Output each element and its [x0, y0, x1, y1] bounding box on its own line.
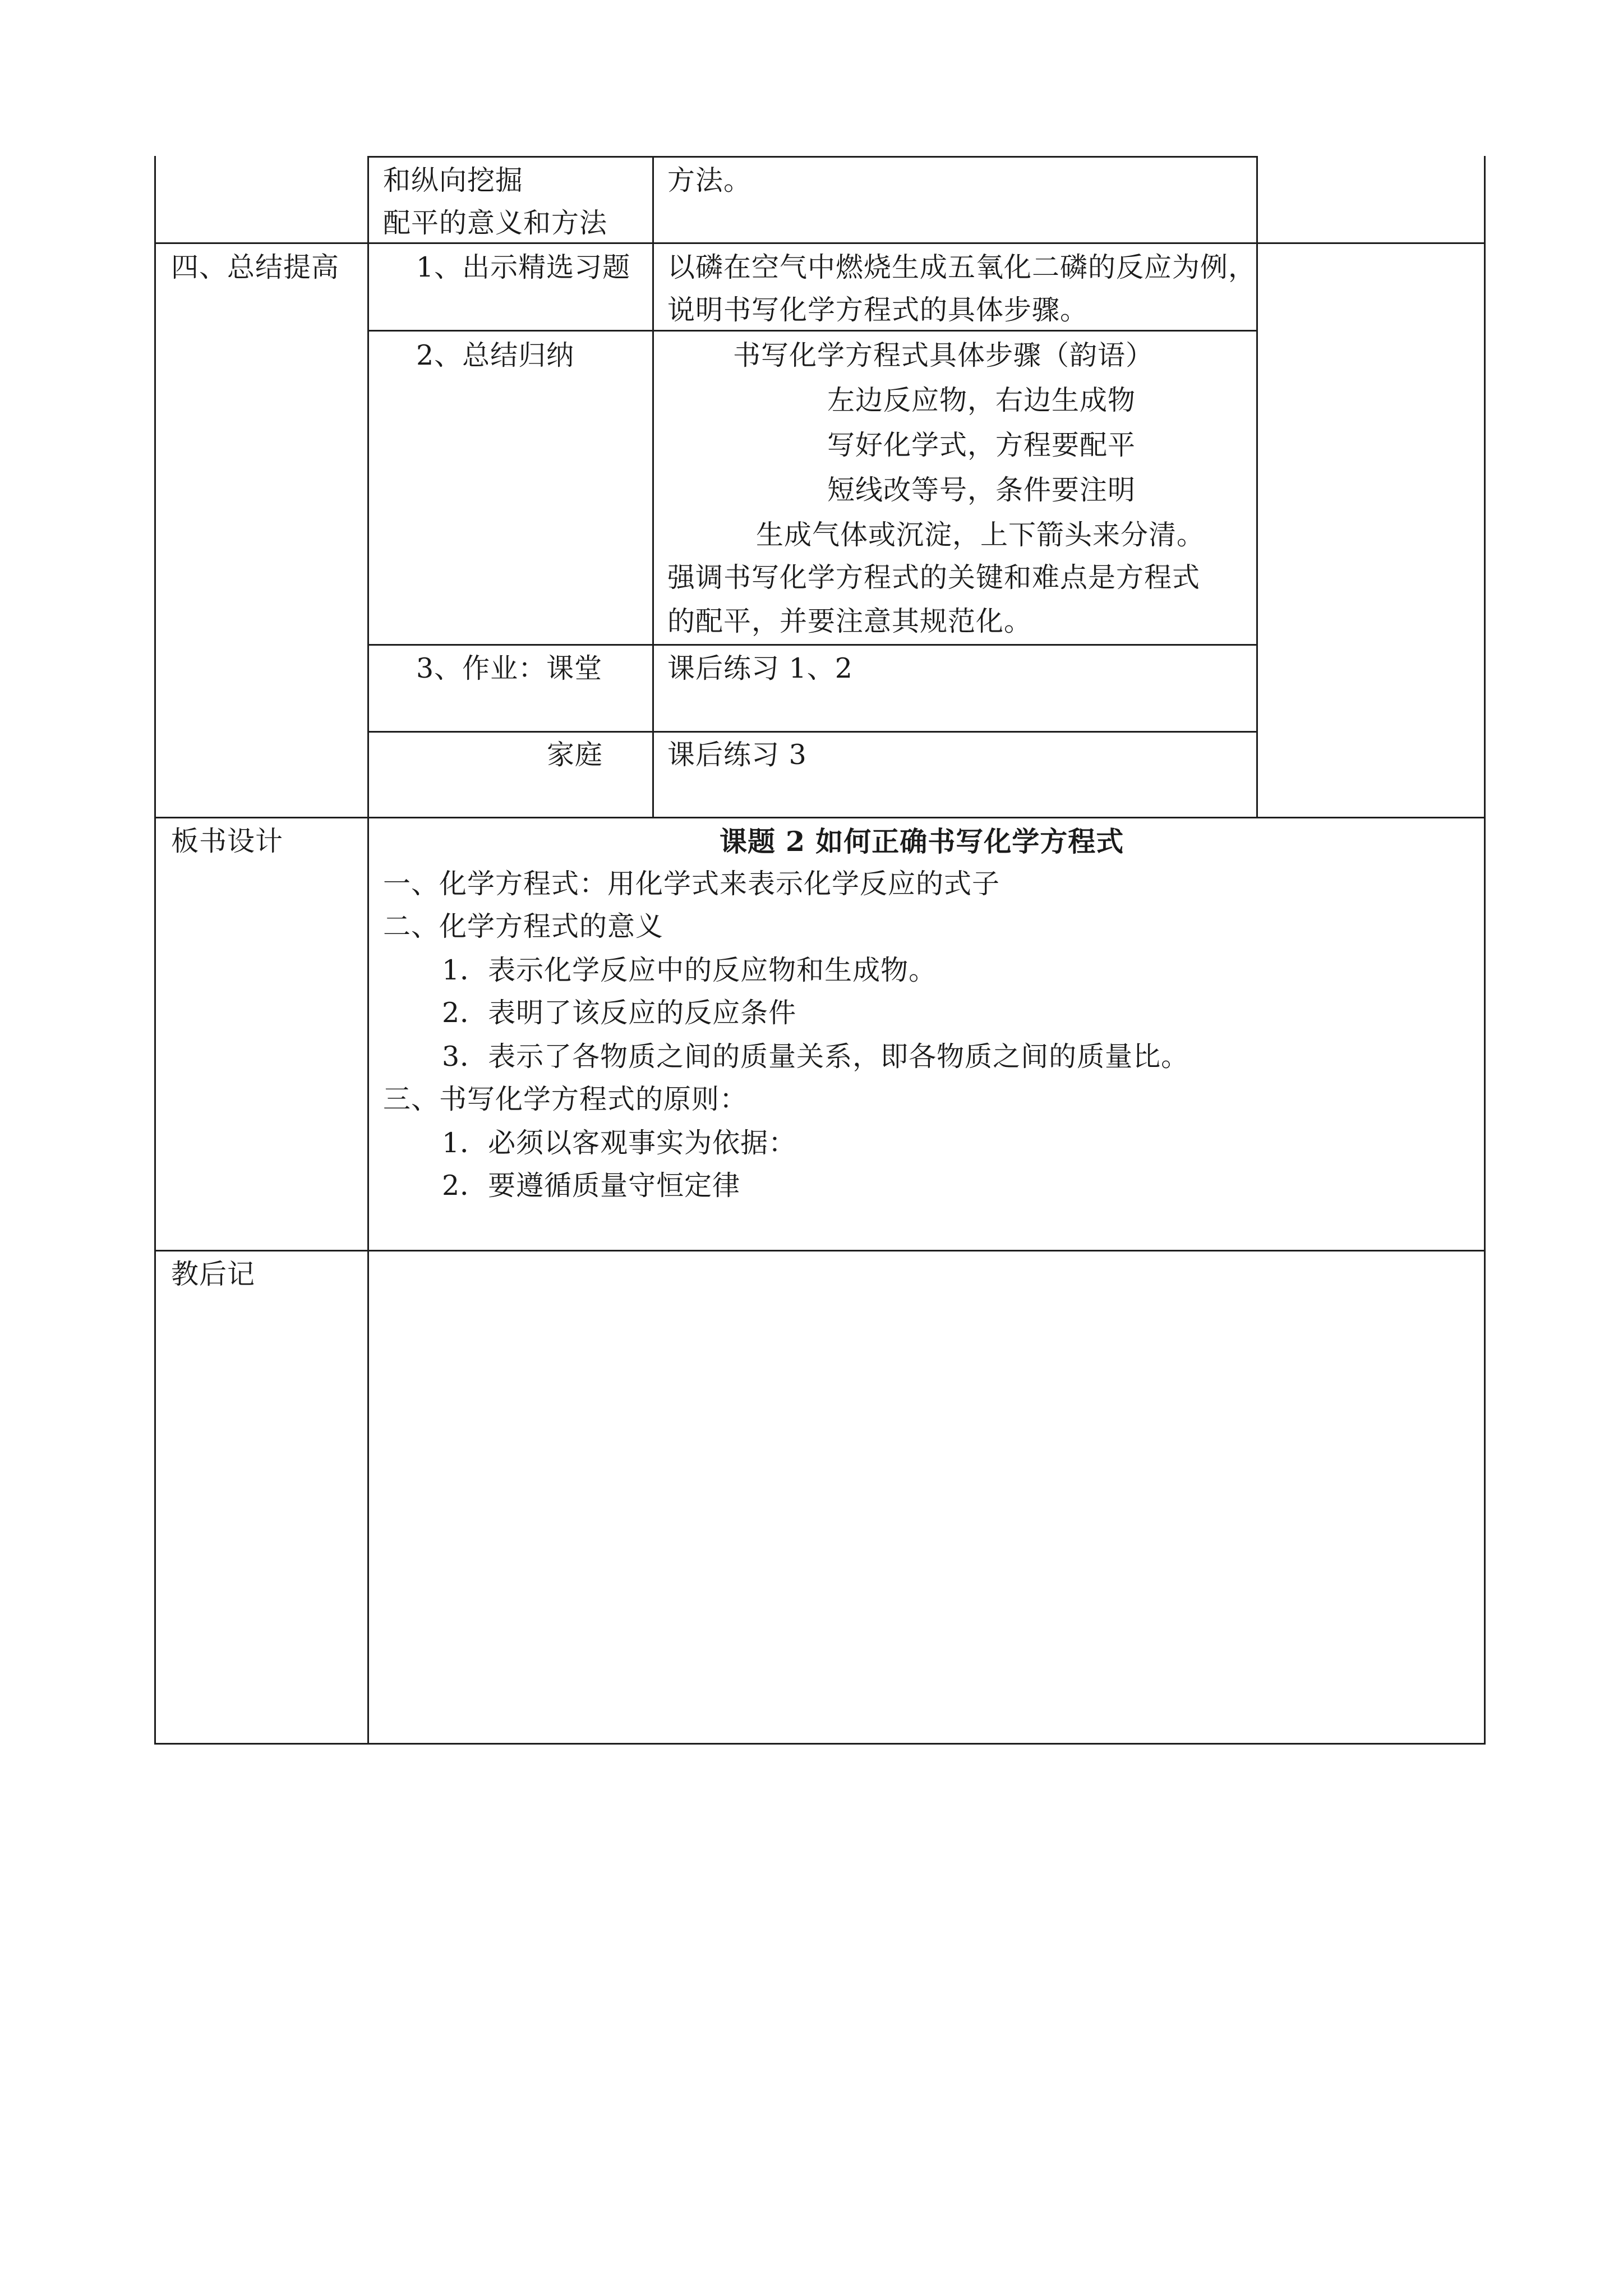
board-line8: 2．要遵循质量守恒定律	[442, 1170, 741, 1202]
board-line6: 三、书写化学方程式的原则：	[383, 1083, 748, 1115]
top-row-col2-line2: 配平的意义和方法	[383, 207, 608, 239]
board-line7: 1．必须以客观事实为依据：	[442, 1127, 797, 1159]
table-line	[154, 156, 156, 1745]
summary-item2-line6: 强调书写化学方程式的关键和难点是方程式	[667, 562, 1201, 593]
table-line	[367, 644, 1258, 646]
summary-item3-value: 课后练习 1、2	[667, 652, 853, 684]
summary-item2-line3: 写好化学式，方程要配平	[827, 429, 1136, 461]
table-line	[1256, 156, 1258, 818]
top-row-col3: 方法。	[667, 164, 752, 196]
table-line	[367, 731, 1258, 733]
summary-item1-label: 1、出示精选习题	[416, 251, 631, 283]
board-line2: 二、化学方程式的意义	[383, 910, 664, 942]
summary-item2-line4: 短线改等号，条件要注明	[827, 474, 1136, 506]
board-line3: 1．表示化学反应中的反应物和生成物。	[442, 954, 937, 986]
summary-item1-line2: 说明书写化学方程式的具体步骤。	[667, 294, 1089, 326]
board-line4: 2．表明了该反应的反应条件	[442, 997, 797, 1029]
summary-item2-line7: 的配平，并要注意其规范化。	[667, 605, 1032, 637]
table-line	[367, 330, 1258, 332]
table-line	[367, 156, 369, 1745]
summary-item1-line1: 以磷在空气中燃烧生成五氧化二磷的反应为例，	[667, 251, 1257, 283]
table-line	[154, 242, 1486, 244]
table-line	[367, 156, 1258, 158]
table-line	[652, 156, 654, 818]
summary-item4-value: 课后练习 3	[667, 739, 807, 771]
board-label: 板书设计	[171, 825, 284, 857]
board-line1: 一、化学方程式：用化学式来表示化学反应的式子	[383, 868, 1000, 900]
table-line	[1484, 156, 1486, 1745]
table-line	[154, 1743, 1486, 1745]
board-title: 课题 2 如何正确书写化学方程式	[720, 825, 1124, 858]
summary-item2-line1: 书写化学方程式具体步骤（韵语）	[733, 339, 1154, 371]
top-row-col2-line1: 和纵向挖掘	[383, 164, 524, 196]
summary-item2-line2: 左边反应物，右边生成物	[827, 384, 1136, 416]
summary-item2-line5: 生成气体或沉淀，上下箭头来分清。	[756, 519, 1205, 551]
board-line5: 3．表示了各物质之间的质量关系，即各物质之间的质量比。	[442, 1041, 1189, 1073]
summary-item3-label: 3、作业：课堂	[416, 652, 603, 684]
summary-item2-label: 2、总结归纳	[416, 339, 575, 371]
after-class-label: 教后记	[171, 1258, 256, 1290]
table-line	[154, 1250, 1486, 1251]
summary-item4-label: 家庭	[547, 739, 603, 771]
summary-label: 四、总结提高	[171, 251, 340, 283]
table-line	[154, 817, 1486, 818]
